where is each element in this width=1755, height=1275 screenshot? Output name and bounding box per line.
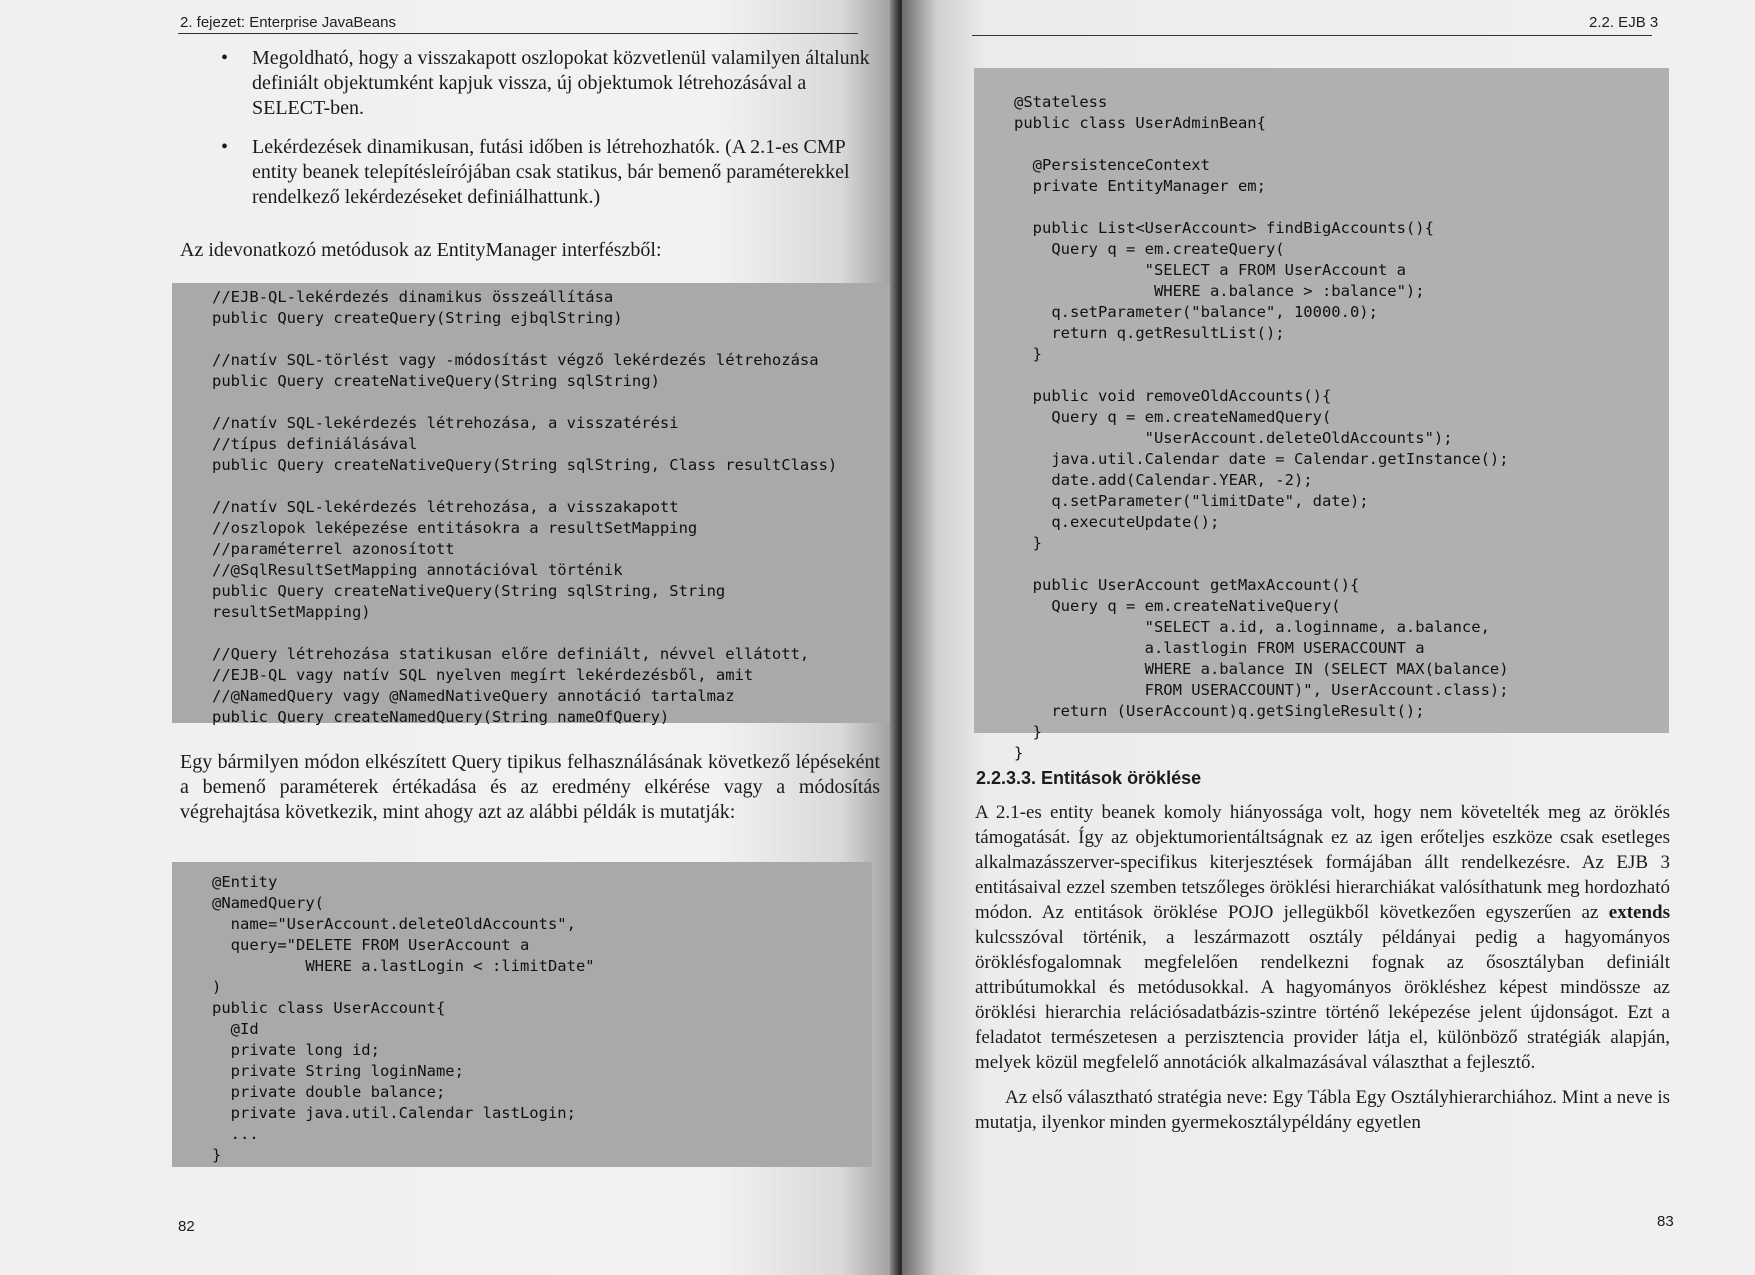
code-block-entitymanager-methods (172, 283, 895, 726)
code-line: public UserAccount getMaxAccount(){ (1014, 576, 1360, 594)
code-line (1014, 554, 1669, 575)
code-line: WHERE a.balance > :balance"); (1014, 282, 1425, 300)
code-line: //EJB-QL vagy natív SQL nyelven megírt lekérdezésből, amit (212, 666, 754, 684)
code-line (1014, 197, 1669, 218)
code-line: return (UserAccount)q.getSingleResult(); (1014, 702, 1425, 720)
code-line: WHERE a.lastLogin < :limitDate" (212, 957, 595, 975)
code-line: q.setParameter("balance", 10000.0); (1014, 303, 1378, 321)
paragraph-inheritance (975, 800, 1670, 1075)
keyword-extends: extends (1608, 902, 1670, 923)
code-line: public class UserAdminBean{ (1014, 114, 1266, 132)
code-line: public Query createQuery(String ejbqlString) (212, 309, 623, 327)
list-item (221, 46, 872, 121)
code-line: name="UserAccount.deleteOldAccounts", (212, 915, 576, 933)
bullet-icon: • (221, 136, 229, 158)
code-line: } (1014, 723, 1042, 741)
code-line: //@SqlResultSetMapping annotációval történik (212, 561, 623, 579)
bullet-icon: • (221, 47, 229, 69)
code-line: @PersistenceContext (1014, 156, 1210, 174)
code-line: return q.getResultList(); (1014, 324, 1285, 342)
code-line: //natív SQL-lekérdezés létrehozása, a visszakapott (212, 498, 679, 516)
code-line: resultSetMapping) (212, 603, 371, 621)
code-block-useraccount-entity (172, 862, 872, 1167)
code-line: } (1014, 534, 1042, 552)
code-line: q.setParameter("limitDate", date); (1014, 492, 1369, 510)
list-item (221, 135, 872, 210)
code-line: @NamedQuery( (212, 894, 324, 912)
code-line: //típus definiálásával (212, 435, 418, 453)
code-line: private EntityManager em; (1014, 177, 1266, 195)
code-line: public Query createNativeQuery(String sqlString) (212, 372, 660, 390)
code-line: q.executeUpdate(); (1014, 513, 1220, 531)
paragraph-strategy: Az első választható stratégia neve: Egy Tábla Egy Osztályhierarchiához. Mint a neve is mutatja, ilyenkor minden gyermekosztálypéldány egyetlen (975, 1087, 1670, 1133)
code-line: WHERE a.balance IN (SELECT MAX(balance) (1014, 660, 1509, 678)
code-line: @Entity (212, 873, 278, 891)
bullet-list (221, 46, 872, 224)
body-paragraph: Egy bármilyen módon elkészített Query tipikus felhasználásának következő lépéseként a bemenő paraméterek értékadása és az eredmény elkérése vagy a módosítás végrehajtása következik, mint ahogy azt az alábbi példák is mutatják: (180, 751, 880, 823)
code-line: //oszlopok leképezése entitásokra a resultSetMapping (212, 519, 698, 537)
code-line: public class UserAccount{ (212, 999, 446, 1017)
code-line: Query q = em.createNativeQuery( (1014, 597, 1341, 615)
code-line (212, 329, 895, 350)
code-block-useradminbean (974, 68, 1669, 762)
code-line: "UserAccount.deleteOldAccounts"); (1014, 429, 1453, 447)
code-line: public Query createNativeQuery(String sqlString, Class resultClass) (212, 456, 838, 474)
code-line: private String loginName; (212, 1062, 464, 1080)
code-line: a.lastlogin FROM USERACCOUNT a (1014, 639, 1425, 657)
code-line (212, 392, 895, 413)
left-header-rule (178, 33, 858, 34)
code-line: public Query createNativeQuery(String sqlString, String (212, 582, 726, 600)
code-line: } (1014, 744, 1024, 762)
code-line: FROM USERACCOUNT)", UserAccount.class); (1014, 681, 1509, 699)
code-line: public void removeOldAccounts(){ (1014, 387, 1332, 405)
code-line: ) (212, 978, 222, 996)
intro-paragraph: Az idevonatkozó metódusok az EntityManager interfészből: (180, 239, 662, 261)
paragraph-text: kulcsszóval történik, a leszármazott osztály példányai pedig a hagyományos öröklésfogalomnak megfelelően rendelkezni fognak az ősosztályban definiált attribútumokkal és metódusokkal. A hagyományos örökléshez képest mindössze az öröklési hierarchia relációsadatbázis-szintre történő leképezése jelent újdonságot. Ezt a feladatot természetesen a perzisztencia provider látja el, különböző stratégiák alapján, melyek közül megfelelő annotációk alkalmazásával választhat a fejlesztő. (975, 927, 1670, 1073)
code-line: //@NamedQuery vagy @NamedNativeQuery annotáció tartalmaz (212, 687, 735, 705)
code-line: } (212, 1146, 222, 1164)
code-line: date.add(Calendar.YEAR, -2); (1014, 471, 1313, 489)
code-line: private long id; (212, 1041, 380, 1059)
code-line: java.util.Calendar date = Calendar.getInstance(); (1014, 450, 1509, 468)
code-line (1014, 134, 1669, 155)
code-line: //natív SQL-törlést vagy -módosítást végző lekérdezés létrehozása (212, 351, 819, 369)
bullet-text: Lekérdezések dinamikusan, futási időben is létrehozhatók. (A 2.1-es CMP entity beanek telepítésleírójában csak statikus, bár bemenő paraméterekkel rendelkező lekérdezéseket definiálhattunk.) (252, 136, 850, 208)
code-line (1014, 365, 1669, 386)
code-line: "SELECT a.id, a.loginname, a.balance, (1014, 618, 1490, 636)
code-line: public List<UserAccount> findBigAccounts(){ (1014, 219, 1434, 237)
right-running-head: 2.2. EJB 3 (1589, 14, 1659, 31)
code-line: private java.util.Calendar lastLogin; (212, 1104, 576, 1122)
code-line: //natív SQL-lekérdezés létrehozása, a visszatérési (212, 414, 679, 432)
code-line: private double balance; (212, 1083, 446, 1101)
code-line: ... (212, 1125, 259, 1143)
code-line: //paraméterrel azonosított (212, 540, 455, 558)
code-line: public Query createNamedQuery(String nameOfQuery) (212, 708, 670, 726)
code-line: "SELECT a FROM UserAccount a (1014, 261, 1406, 279)
right-page-number: 83 (1657, 1213, 1674, 1230)
section-title: 2.2.3.3. Entitások öröklése (976, 768, 1202, 788)
code-line: @Id (212, 1020, 259, 1038)
code-line (212, 476, 895, 497)
paragraph-text: A 2.1-es entity beanek komoly hiányossága volt, hogy nem követelték meg az öröklés támogatását. Így az objektumorientáltságnak ez az igen erőteljes eszköze csak esetleges alkalmazásszerver-specifikus kiterjesztések formájában állt rendelkezésre. Az EJB 3 entitásaival ezzel szemben tetszőleges öröklési hierarchiákat valósíthatunk meg hordozható módon. Az entitások öröklése POJO jellegükből következően egyszerűen az (975, 802, 1670, 923)
code-line: query="DELETE FROM UserAccount a (212, 936, 530, 954)
code-line: @Stateless (1014, 93, 1108, 111)
bullet-text: Megoldható, hogy a visszakapott oszlopokat közvetlenül valamilyen általunk definiált objektumként kapjuk vissza, új objektumok létrehozásával a SELECT-ben. (252, 47, 870, 119)
right-header-rule (972, 35, 1652, 36)
left-page-number: 82 (178, 1218, 195, 1235)
code-line (212, 623, 895, 644)
code-line: //EJB-QL-lekérdezés dinamikus összeállítása (212, 288, 614, 306)
right-body-text (975, 800, 1670, 1145)
code-line: Query q = em.createQuery( (1014, 240, 1285, 258)
code-line: //Query létrehozása statikusan előre definiált, névvel ellátott, (212, 645, 810, 663)
code-line: } (1014, 345, 1042, 363)
code-line: Query q = em.createNamedQuery( (1014, 408, 1332, 426)
left-running-head: 2. fejezet: Enterprise JavaBeans (180, 14, 396, 31)
